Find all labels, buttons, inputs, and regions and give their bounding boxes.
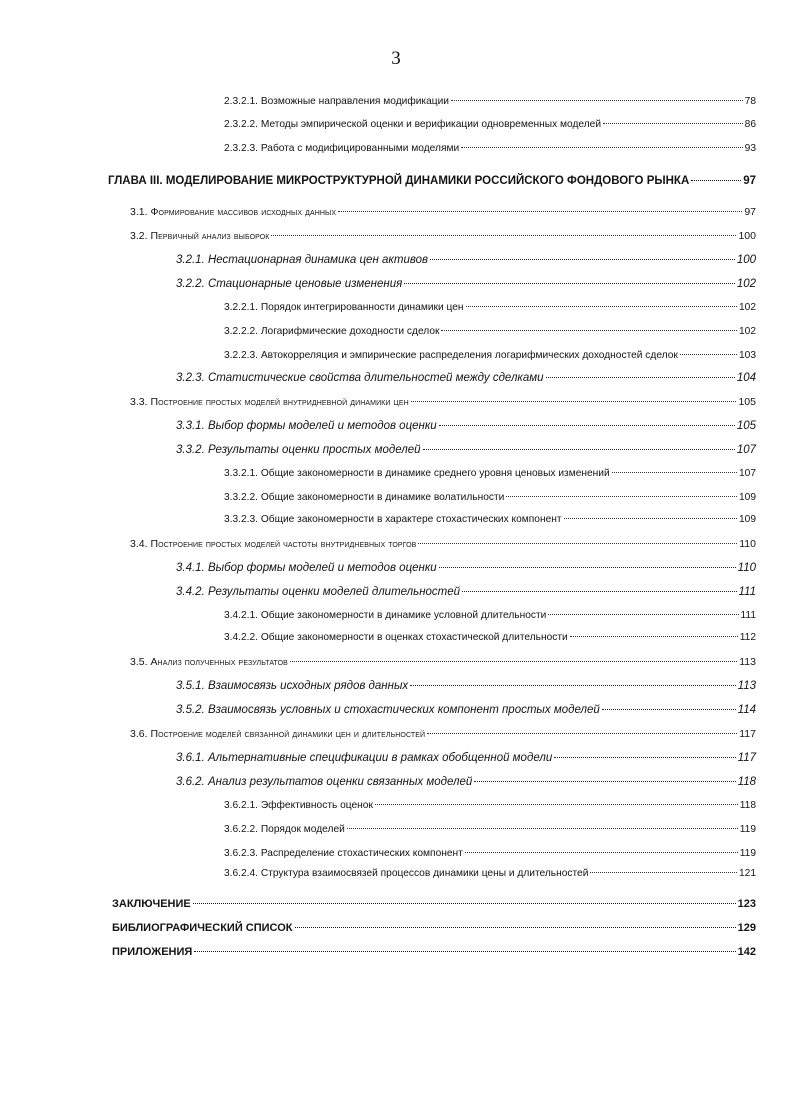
dot-leader (612, 472, 737, 473)
toc-entry-title: Стационарные ценовые изменения (207, 278, 403, 290)
toc-entry-number: 3.2.2.3. (224, 350, 258, 361)
toc-entry-number: 3.2. (130, 230, 148, 242)
toc-entry-title: Общие закономерности в оценках стохастической длительности (260, 632, 568, 643)
toc-entry (176, 418, 756, 434)
toc-entry-number: 3.6.2. (176, 776, 205, 788)
toc-entry-page: 109 (739, 514, 756, 525)
toc-entry-title: Порядок интегрированности динамики цен (260, 302, 464, 313)
toc-entry-title: Взаимосвязь исходных рядов данных (207, 680, 409, 692)
toc-entry-title: Методы эмпирической оценки и верификации одновременных моделей (260, 119, 602, 130)
toc-entry (224, 348, 756, 364)
dot-leader (474, 781, 735, 782)
toc-entry-page: 107 (739, 468, 756, 479)
dot-leader (564, 518, 737, 519)
dot-leader (451, 100, 743, 101)
toc-entry-page: 109 (739, 492, 756, 503)
toc-entry-title: Эффективность оценок (260, 800, 373, 811)
toc-entry (130, 228, 756, 244)
toc-entry-page: 111 (740, 610, 756, 621)
toc-entry-page: 102 (736, 278, 756, 290)
toc-entry-number: 3.4.2.2. (224, 632, 258, 643)
toc-entry-title: Общие закономерности в динамике волатильности (260, 492, 505, 503)
toc-entry (176, 560, 756, 576)
toc-entry (224, 846, 756, 862)
dot-leader (439, 425, 735, 426)
toc-entry-title: Выбор формы моделей и методов оценки (207, 420, 437, 432)
toc-entry (176, 442, 756, 458)
toc-entry-page: 142 (737, 946, 756, 958)
toc-entry-page: 129 (737, 922, 756, 934)
toc-entry-number: 3.2.3. (176, 372, 205, 384)
toc-entry-page: 93 (744, 143, 756, 154)
toc-entry (130, 726, 756, 742)
toc-entry-page: 113 (737, 680, 756, 692)
toc-entry-number: 3.4.1. (176, 562, 205, 574)
dot-leader (404, 283, 735, 284)
toc-entry-number: 3.6.2.3. (224, 848, 258, 859)
toc-entry-title: БИБЛИОГРАФИЧЕСКИЙ СПИСОК (112, 922, 293, 934)
toc-entry-title: Взаимосвязь условных и стохастических компонент простых моделей (207, 704, 600, 716)
toc-entry-title: Статистические свойства длительностей между сделками (207, 372, 544, 384)
toc-entry-title: ЗАКЛЮЧЕНИЕ (112, 898, 191, 910)
toc-entry (224, 798, 756, 814)
toc-entry-page: 118 (739, 800, 756, 811)
toc-entry-number: 3.1. (130, 206, 148, 218)
toc-entry-title: Формирование массивов исходных данных (150, 206, 337, 218)
toc-entry-number: 3.4.2. (176, 586, 205, 598)
toc-entry-title: Общие закономерности в динамике среднего уровня ценовых изменений (260, 468, 610, 479)
toc-entry (224, 866, 756, 882)
toc-entry-number: 2.3.2.2. (224, 119, 258, 130)
dot-leader (548, 614, 738, 615)
toc-entry-number: 3.3.2. (176, 444, 205, 456)
toc-entry (130, 394, 756, 410)
dot-leader (418, 543, 737, 544)
toc-entry-title: Автокорреляция и эмпирические распределения логарифмических доходностей сделок (260, 350, 678, 361)
toc-entry (224, 117, 756, 133)
toc-entry-page: 113 (739, 656, 756, 668)
toc-entry (224, 141, 756, 157)
toc-entry-title: Структура взаимосвязей процессов динамики цены и длительностей (260, 868, 589, 879)
toc-entry-title: МОДЕЛИРОВАНИЕ МИКРОСТРУКТУРНОЙ ДИНАМИКИ РОССИЙСКОГО ФОНДОВОГО РЫНКА (165, 175, 690, 187)
page-number: 3 (391, 48, 401, 69)
toc-entry-page: 105 (736, 420, 756, 432)
dot-leader (410, 685, 736, 686)
toc-entry (176, 774, 756, 790)
dot-leader (430, 259, 735, 260)
toc-entry-title: Результаты оценки простых моделей (207, 444, 421, 456)
toc-entry-number: 3.2.2.2. (224, 326, 258, 337)
toc-entry (176, 584, 756, 600)
toc-entry-page: 78 (744, 96, 756, 107)
toc-entry-title: Порядок моделей (260, 824, 345, 835)
dot-leader (590, 872, 737, 873)
toc-entry-title: Возможные направления модификации (260, 96, 449, 107)
dot-leader (271, 235, 736, 236)
toc-entry-page: 86 (744, 119, 756, 130)
toc-entry-title: Распределение стохастических компонент (260, 848, 463, 859)
dot-leader (546, 377, 735, 378)
toc-entry-page: 105 (738, 396, 756, 408)
toc-entry-page: 111 (738, 586, 756, 598)
toc-entry-title: Результаты оценки моделей длительностей (207, 586, 461, 598)
toc-entry-title: Анализ полученных результатов (150, 656, 288, 668)
dot-leader (602, 709, 736, 710)
toc-entry-page: 102 (739, 302, 756, 313)
toc-entry-number: 3.2.2.1. (224, 302, 258, 313)
toc-entry-title: Построение простых моделей внутридневной динамики цен (150, 396, 409, 408)
toc-entry (112, 920, 756, 936)
toc-entry-number: 3.6.1. (176, 752, 205, 764)
toc-entry-title: Построение моделей связанной динамики цен и длительностей (150, 728, 426, 740)
toc-entry-title: Первичный анализ выборок (150, 230, 270, 242)
toc-entry (224, 94, 756, 110)
toc-entry-page: 114 (737, 704, 756, 716)
dot-leader (691, 180, 741, 181)
toc-entry-number: 3.6.2.1. (224, 800, 258, 811)
toc-entry-page: 103 (739, 350, 756, 361)
dot-leader (193, 903, 736, 904)
toc-entry-page: 117 (737, 752, 756, 764)
dot-leader (423, 449, 735, 450)
toc-entry-page: 117 (739, 728, 756, 740)
dot-leader (375, 804, 738, 805)
toc-entry (130, 536, 756, 552)
toc-entry-number: 3.4. (130, 538, 148, 550)
dot-leader (506, 496, 737, 497)
toc-entry-page: 121 (739, 868, 756, 879)
toc-entry-page: 97 (744, 206, 756, 218)
toc-entry-title: Альтернативные спецификации в рамках обобщенной модели (207, 752, 553, 764)
toc-entry-number: 3.3.2.1. (224, 468, 258, 479)
toc-entry (130, 204, 756, 220)
toc-entry-title: Работа с модифицированными моделями (260, 143, 460, 154)
toc-entry-number: 3.2.1. (176, 254, 205, 266)
toc-entry-title: Построение простых моделей частоты внутридневных торгов (150, 538, 417, 550)
toc-entry (224, 466, 756, 482)
toc-entry-number: 3.3.2.3. (224, 514, 258, 525)
toc-entry-title: Общие закономерности в характере стохастических компонент (260, 514, 562, 525)
toc-entry (112, 896, 756, 912)
toc-entry (224, 324, 756, 340)
toc-entry-number: 3.5. (130, 656, 148, 668)
dot-leader (461, 147, 742, 148)
toc-entry-title: Нестационарная динамика цен активов (207, 254, 429, 266)
toc-entry-number: 3.4.2.1. (224, 610, 258, 621)
dot-leader (411, 401, 737, 402)
dot-leader (439, 567, 736, 568)
dot-leader (295, 927, 736, 928)
toc-entry-number: 3.3.2.2. (224, 492, 258, 503)
toc-entry-title: Общие закономерности в динамике условной длительности (260, 610, 547, 621)
dot-leader (427, 733, 737, 734)
dot-leader (465, 852, 738, 853)
toc-entry (224, 822, 756, 838)
toc-entry-title: Логарифмические доходности сделок (260, 326, 440, 337)
toc-entry (176, 750, 756, 766)
dot-leader (554, 757, 735, 758)
dot-leader (290, 661, 737, 662)
toc-entry (176, 702, 756, 718)
dot-leader (680, 354, 737, 355)
toc-entry-page: 100 (738, 230, 756, 242)
toc-entry-page: 112 (739, 632, 756, 643)
toc-entry-number: 3.3.1. (176, 420, 205, 432)
toc-entry (224, 512, 756, 528)
toc-entry-page: 110 (737, 562, 756, 574)
toc-entry-page: 110 (739, 538, 756, 550)
dot-leader (462, 591, 736, 592)
toc-entry-title: Анализ результатов оценки связанных моделей (207, 776, 473, 788)
toc-entry-page: 97 (743, 175, 756, 187)
toc-entry-page: 107 (736, 444, 756, 456)
toc-entry-number: ГЛАВА III. (108, 175, 163, 187)
toc-entry-page: 123 (737, 898, 756, 910)
toc-entry-page: 119 (739, 848, 756, 859)
toc-entry (108, 173, 756, 189)
toc-entry-number: 3.6.2.4. (224, 868, 258, 879)
toc-entry (176, 370, 756, 386)
dot-leader (570, 636, 738, 637)
toc-entry-page: 118 (737, 776, 756, 788)
dot-leader (603, 123, 743, 124)
toc-entry (112, 944, 756, 960)
toc-entry (224, 608, 756, 624)
toc-entry-page: 100 (736, 254, 756, 266)
dot-leader (347, 828, 738, 829)
toc-entry-number: 3.3. (130, 396, 148, 408)
toc-entry-number: 2.3.2.3. (224, 143, 258, 154)
toc-entry (224, 300, 756, 316)
dot-leader (194, 951, 735, 952)
toc-entry (176, 678, 756, 694)
toc-entry-number: 3.2.2. (176, 278, 205, 290)
toc-entry-page: 119 (739, 824, 756, 835)
toc-entry (176, 252, 756, 268)
dot-leader (441, 330, 737, 331)
dot-leader (466, 306, 737, 307)
dot-leader (338, 211, 742, 212)
toc-entry-page: 104 (736, 372, 756, 384)
toc-entry (224, 630, 756, 646)
toc-entry (224, 490, 756, 506)
toc-entry-number: 3.5.2. (176, 704, 205, 716)
toc-entry (130, 654, 756, 670)
toc-entry-title: ПРИЛОЖЕНИЯ (112, 946, 193, 958)
toc-entry (176, 276, 756, 292)
toc-entry-number: 3.6. (130, 728, 148, 740)
toc-entry-number: 3.5.1. (176, 680, 205, 692)
toc-entry-title: Выбор формы моделей и методов оценки (207, 562, 437, 574)
toc-entry-number: 2.3.2.1. (224, 96, 258, 107)
toc-entry-number: 3.6.2.2. (224, 824, 258, 835)
toc-entry-page: 102 (739, 326, 756, 337)
